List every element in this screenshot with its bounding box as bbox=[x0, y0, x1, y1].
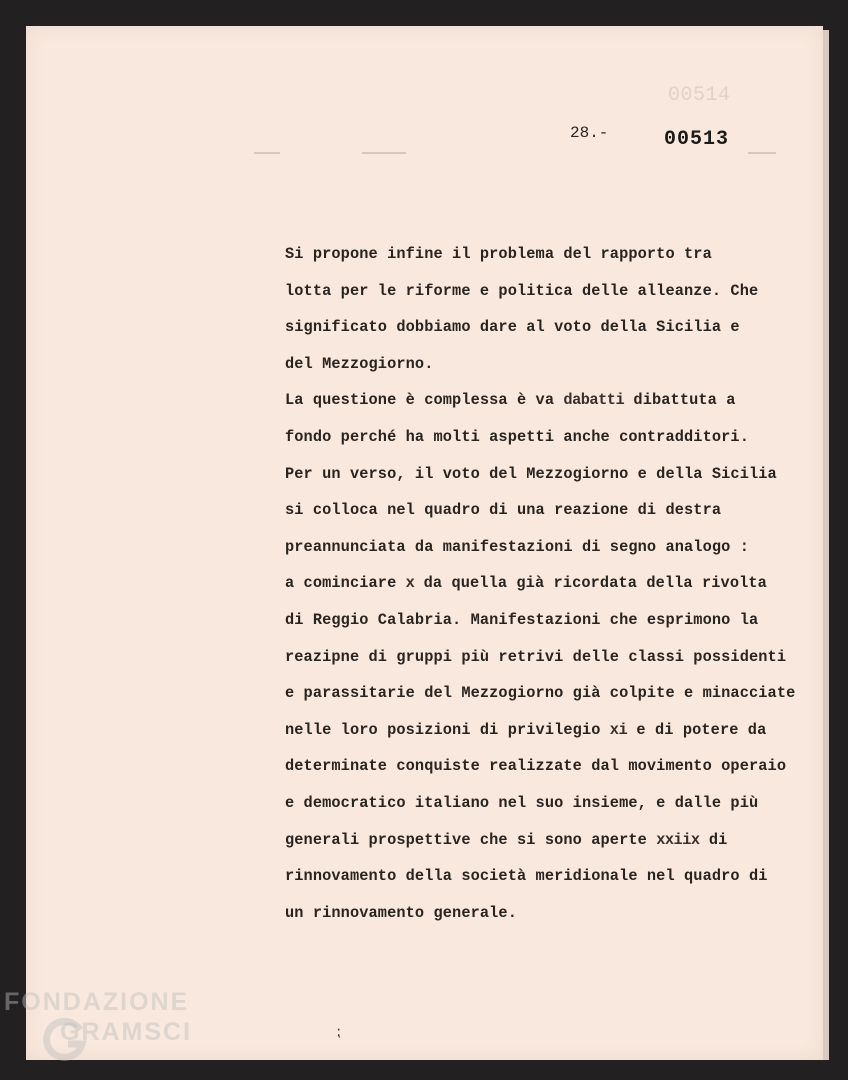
text-line bbox=[285, 712, 815, 749]
text-line: di Reggio Calabria. Manifestazioni che esprimono la bbox=[285, 610, 759, 629]
body-text bbox=[285, 236, 815, 931]
header-rule-right bbox=[748, 152, 776, 154]
text-line: preannunciata da manifestazioni di segno analogo : bbox=[285, 537, 749, 556]
text-line-start: generali prospettive che si sono aperte bbox=[285, 830, 647, 849]
text-line-start: a cominciare bbox=[285, 574, 397, 593]
text-line: del Mezzogiorno. bbox=[285, 354, 434, 373]
text-line bbox=[285, 382, 815, 419]
text-line bbox=[285, 822, 815, 859]
page-edge bbox=[823, 30, 829, 1060]
text-line: rinnovamento della società meridionale nel quadro di bbox=[285, 867, 768, 886]
text-line: e democratico italiano nel suo insieme, e dalle più bbox=[285, 793, 759, 812]
text-line: Si propone infine il problema del rapporto tra bbox=[285, 245, 712, 263]
page-number: 28.- bbox=[570, 124, 609, 142]
text-line-start: nelle loro posizioni di privilegio bbox=[285, 720, 601, 739]
typed-overstrike: xxiix bbox=[656, 830, 700, 849]
text-line: significato dobbiamo dare al voto della Sicilia e bbox=[285, 318, 740, 337]
text-line-end: di bbox=[699, 830, 728, 849]
text-line-start: La questione è complessa è va bbox=[285, 391, 555, 410]
watermark-line-1: FONDAZIONE bbox=[4, 988, 190, 1016]
text-line: lotta per le riforme e politica delle alleanze. Che bbox=[285, 281, 759, 300]
text-line: Per un verso, il voto del Mezzogiorno e della Sicilia bbox=[285, 464, 777, 483]
typed-overstrike: x bbox=[405, 574, 415, 593]
text-line: un rinnovamento generale. bbox=[285, 903, 517, 922]
text-line: determinate conquiste realizzate dal movimento operaio bbox=[285, 757, 787, 776]
text-line-end: dibattuta a bbox=[624, 391, 736, 410]
document-id-stamp: 00513 bbox=[664, 128, 730, 151]
typed-overstrike: xi bbox=[609, 720, 628, 739]
text-line-end: da quella già ricordata della rivolta bbox=[414, 574, 767, 593]
text-line: reazipne di gruppi più retrivi delle classi possidenti bbox=[285, 647, 787, 666]
text-line bbox=[285, 565, 815, 602]
text-line: fondo perché ha molti aspetti anche contradditori. bbox=[285, 427, 749, 446]
archive-watermark bbox=[4, 988, 234, 1068]
text-line: e parassitarie del Mezzogiorno già colpite e minacciate bbox=[285, 684, 796, 703]
show-through-document-id: 00514 bbox=[668, 84, 731, 107]
header-rule-left bbox=[254, 152, 280, 154]
text-line-end: e di potere da bbox=[627, 720, 767, 739]
text-line: si colloca nel quadro di una reazione di destra bbox=[285, 501, 722, 520]
header-rule-mid bbox=[362, 152, 406, 154]
watermark-line-2: GRAMSCI bbox=[60, 1018, 193, 1046]
ink-mark: ⁏ bbox=[336, 1025, 341, 1041]
typed-overstrike: dabatti bbox=[563, 391, 625, 410]
